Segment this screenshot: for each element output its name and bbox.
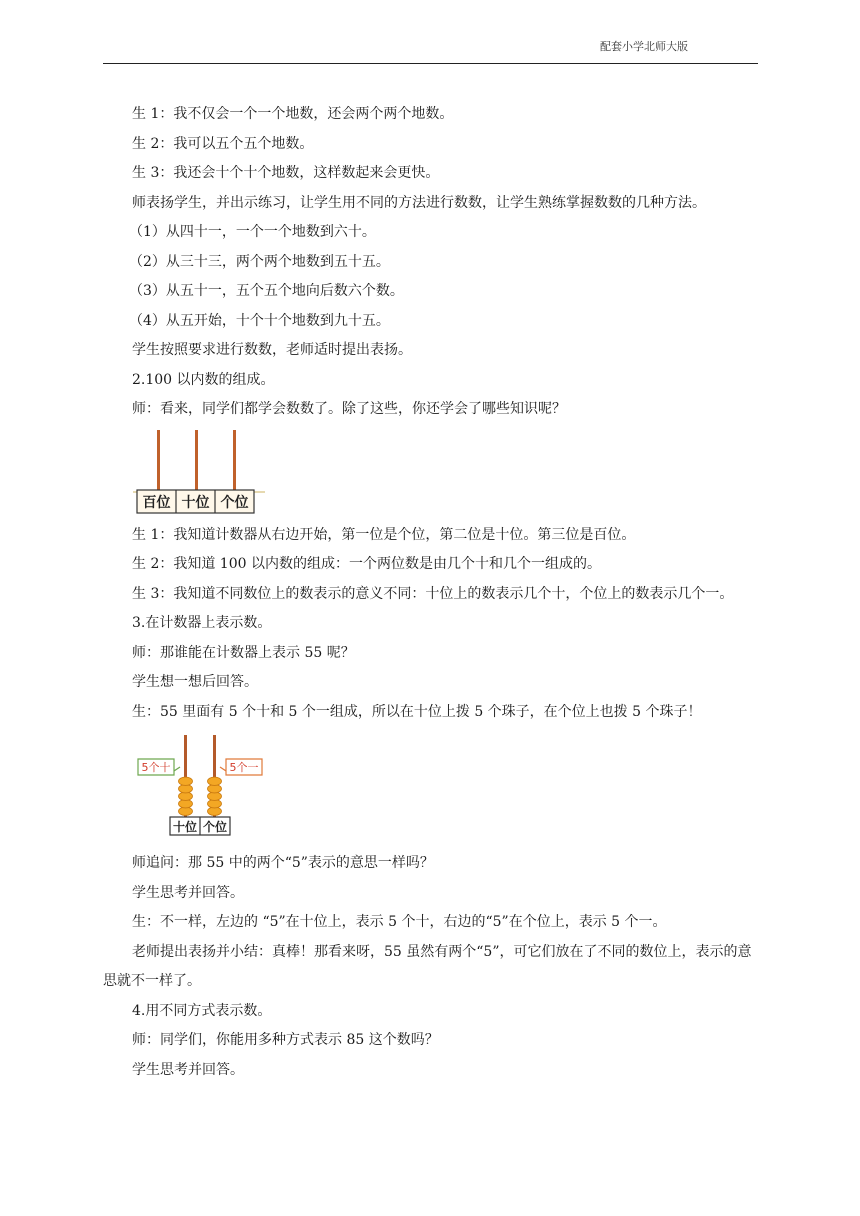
paragraph: 生 3：我还会十个十个地数，这样数起来会更快。 — [132, 165, 440, 181]
abacus-figure-place-values — [103, 427, 758, 517]
abacus-rod — [157, 430, 160, 494]
paragraph: 学生思考并回答。 — [132, 1061, 244, 1078]
paragraph: 生 3：我知道不同数位上的数表示的意义不同：十位上的数表示几个十，个位上的数表示几个一。 — [132, 585, 734, 602]
paragraph: 师：那谁能在计数器上表示 55 呢？ — [132, 644, 355, 661]
page-header-text: 配套小学北师大版 — [600, 40, 688, 53]
abacus-label-ones: 个位 — [220, 494, 249, 511]
exercise-item: （1）从四十一，一个一个地数到六十。 — [129, 224, 376, 240]
abacus-label-ones: 个位 — [202, 820, 228, 834]
abacus-rod — [233, 430, 236, 494]
abacus-rod — [195, 430, 198, 494]
paragraph: 生：不一样，左边的 “5”在十位上，表示 5 个十，右边的“5”在个位上，表示 5 个一。 — [132, 914, 667, 930]
paragraph: 学生按照要求进行数数，老师适时提出表扬。 — [132, 342, 412, 358]
paragraph: 生 1：我知道计数器从右边开始，第一位是个位，第二位是十位。第三位是百位。 — [132, 526, 636, 543]
paragraph: 生 1：我不仅会一个一个地数，还会两个两个地数。 — [132, 106, 454, 122]
section-heading: 2.100 以内数的组成。 — [132, 371, 275, 388]
exercise-item: （4）从五开始，十个十个地数到九十五。 — [129, 312, 390, 329]
paragraph: 师：同学们，你能用多种方式表示 85 这个数吗？ — [132, 1032, 439, 1048]
abacus-figure-55 — [103, 733, 758, 843]
paragraph: 师表扬学生，并出示练习，让学生用不同的方法进行数数，让学生熟练掌握数数的几种方法。 — [132, 194, 706, 211]
abacus-label-hundreds: 百位 — [142, 494, 171, 511]
abacus-bead — [208, 777, 222, 785]
exercise-item: （2）从三十三，两个两个地数到五十五。 — [129, 253, 390, 270]
exercise-item: （3）从五十一，五个五个地向后数六个数。 — [129, 283, 404, 299]
paragraph: 生 2：我可以五个五个地数。 — [132, 135, 314, 152]
paragraph: 学生想一想后回答。 — [132, 674, 258, 690]
section-heading: 3.在计数器上表示数。 — [132, 615, 272, 631]
paragraph: 师：看来，同学们都学会数数了。除了这些，你还学会了哪些知识呢？ — [132, 401, 566, 417]
header-rule — [103, 63, 758, 64]
section-heading: 4.用不同方式表示数。 — [132, 1002, 272, 1019]
abacus-label-tens: 十位 — [172, 820, 198, 834]
paragraph: 生 2：我知道 100 以内数的组成：一个两位数是由几个十和几个一组成的。 — [132, 556, 601, 572]
paragraph: 老师提出表扬并小结：真棒！那看来呀，55 虽然有两个“5”，可它们放在了不同的数位上，表示的意思就不一样了。 — [103, 943, 752, 989]
abacus-bead — [179, 777, 193, 785]
lesson-content — [103, 100, 758, 1085]
callout-right-text: 5个一 — [229, 761, 259, 774]
paragraph: 生：55 里面有 5 个十和 5 个一组成，所以在十位上拨 5 个珠子，在个位上也拨 5 个珠子！ — [132, 703, 702, 720]
abacus-label-tens: 十位 — [181, 494, 210, 511]
callout-left-text: 5个十 — [141, 761, 171, 774]
paragraph: 学生思考并回答。 — [132, 884, 244, 901]
paragraph: 师追问：那 55 中的两个“5”表示的意思一样吗？ — [132, 855, 434, 871]
